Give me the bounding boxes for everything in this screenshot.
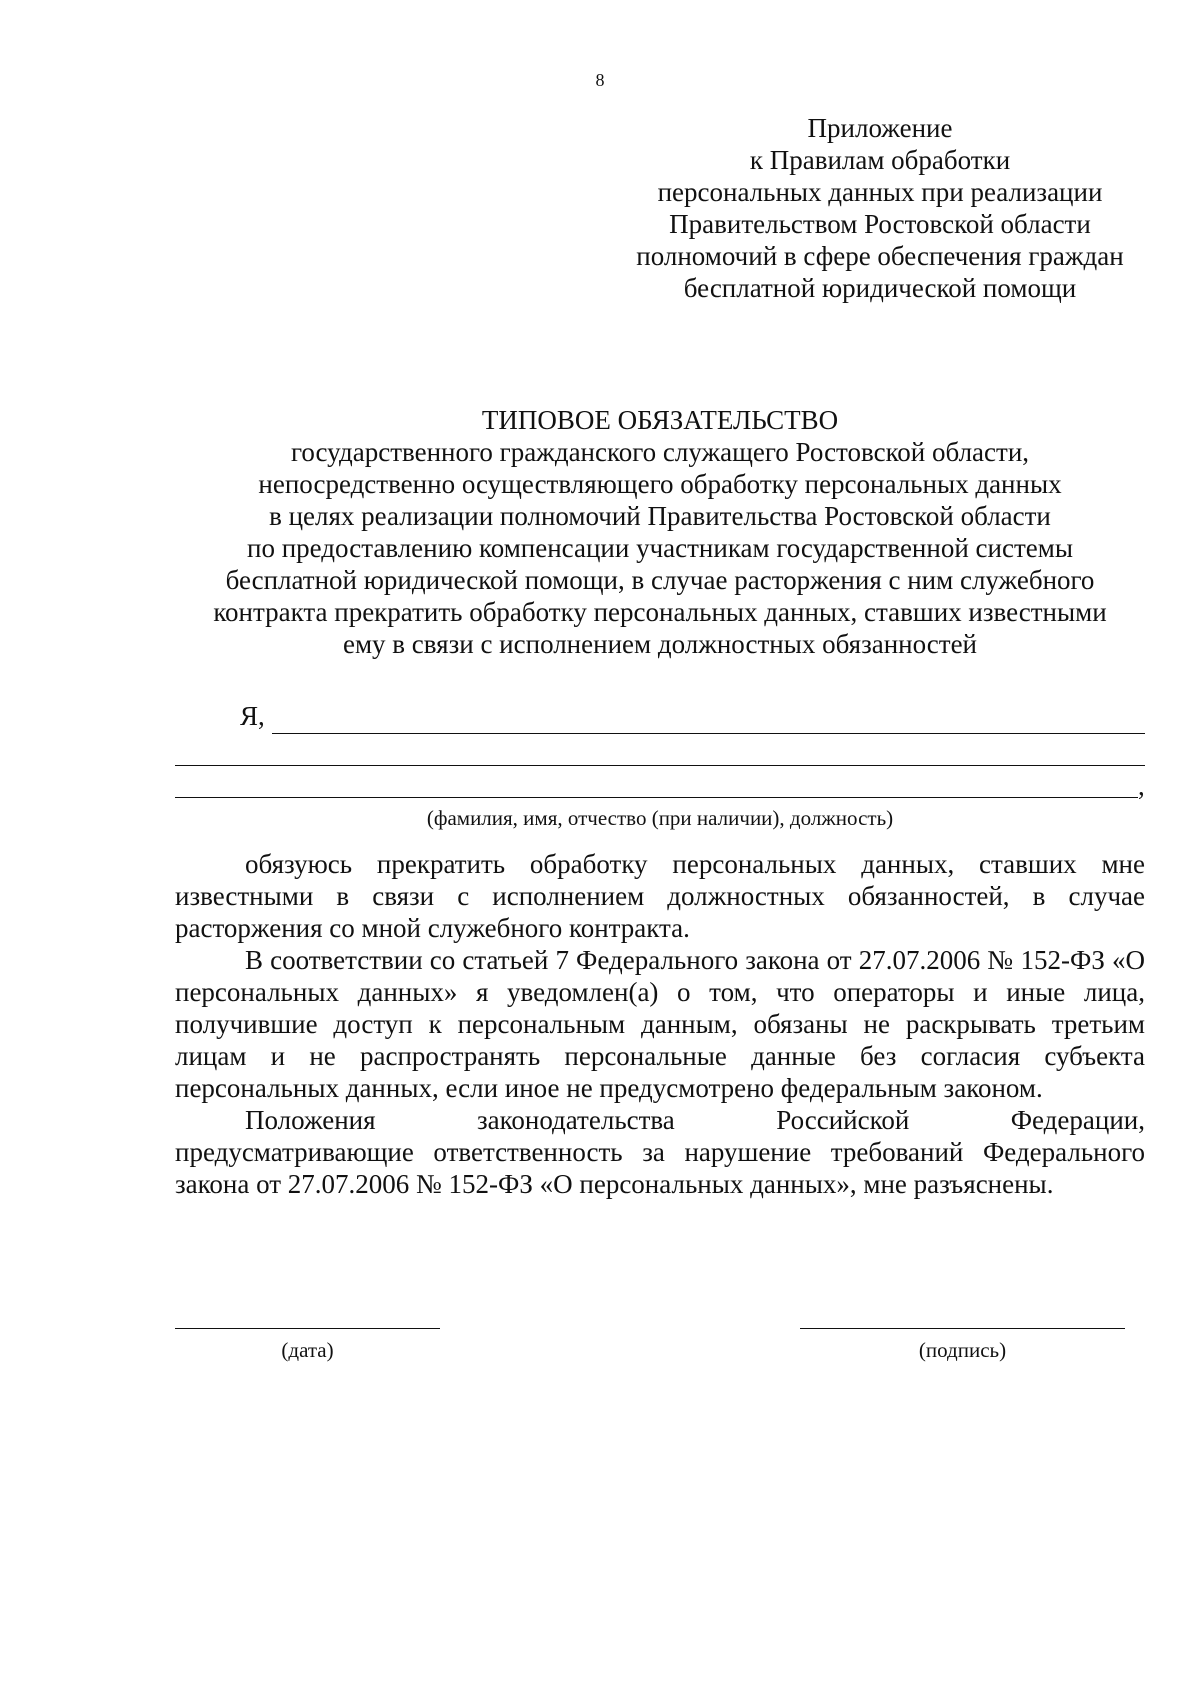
appendix-line: бесплатной юридической помощи: [683, 273, 1077, 303]
paragraph-explanation-first-line: [175, 1104, 1145, 1136]
fio-line-2[interactable]: [175, 765, 1145, 766]
appendix-line: полномочий в сфере обеспечения граждан: [636, 241, 1124, 271]
appendix-header: [600, 112, 1160, 304]
word: Федерации,: [1010, 1105, 1145, 1135]
ya-label: Я,: [240, 701, 265, 731]
title-line: непосредственно осуществляющего обработку персональных данных: [258, 469, 1062, 499]
title-line: бесплатной юридической помощи, в случае расторжения с ним служебного: [225, 565, 1095, 595]
date-caption: (дата): [281, 1338, 334, 1362]
title-heading: ТИПОВОЕ ОБЯЗАТЕЛЬСТВО: [481, 405, 839, 435]
fio-comma: ,: [1138, 771, 1145, 801]
signature-line[interactable]: [800, 1328, 1125, 1329]
title-line: контракта прекратить обработку персональных данных, ставших известными: [213, 597, 1107, 627]
body-text: [175, 848, 1145, 1200]
appendix-line: Приложение: [807, 113, 953, 143]
fio-line-3[interactable]: [175, 797, 1138, 798]
date-line[interactable]: [175, 1328, 440, 1329]
word: законодательства: [476, 1105, 675, 1135]
document-title: [160, 404, 1160, 660]
paragraph-obligation: обязуюсь прекратить обработку персональных данных, ставших мне известными в связи с исполнением должностных обязанностей, в случае расторжения со мной служебного контракта.: [175, 849, 1145, 943]
title-line: по предоставлению компенсации участникам государственной системы: [247, 533, 1073, 563]
title-line: государственного гражданского служащего Ростовской области,: [290, 437, 1030, 467]
title-line: ему в связи с исполнением должностных обязанностей: [342, 629, 978, 659]
page-number: 8: [595, 70, 605, 90]
appendix-line: к Правилам обработки: [749, 145, 1011, 175]
paragraph-explanation: предусматривающие ответственность за нарушение требований Федерального закона от 27.07.2006 № 152-ФЗ «О персональных данных», мне разъяснены.: [175, 1137, 1145, 1199]
signature-caption: (подпись): [918, 1338, 1007, 1362]
appendix-line: Правительством Ростовской области: [669, 209, 1091, 239]
appendix-line: персональных данных при реализации: [657, 177, 1103, 207]
title-line: в целях реализации полномочий Правительства Ростовской области: [269, 501, 1051, 531]
fio-caption: (фамилия, имя, отчество (при наличии), должность): [426, 806, 894, 830]
word: Российской: [776, 1105, 910, 1135]
paragraph-notification: В соответствии со статьей 7 Федерального закона от 27.07.2006 № 152-ФЗ «О персональных данных» я уведомлен(а) о том, что операторы и иные лица, получившие доступ к персональным данным, обязаны не раскрывать третьим лицам и не распространять персональные данные без согласия субъекта персональных данных, если иное не предусмотрено федеральным законом.: [175, 945, 1145, 1103]
fio-line-1[interactable]: [272, 733, 1145, 734]
word: Положения: [245, 1105, 376, 1135]
